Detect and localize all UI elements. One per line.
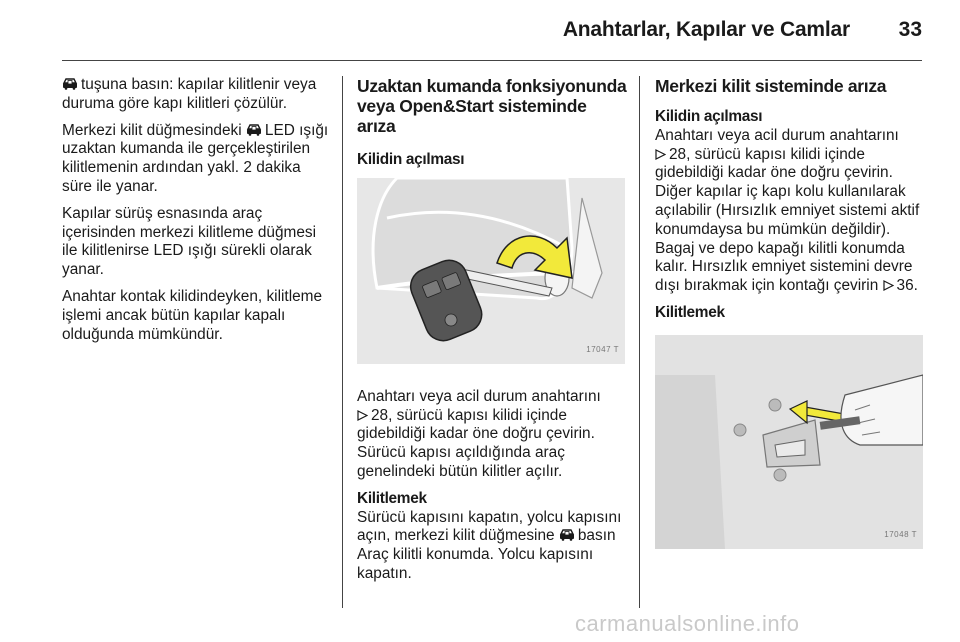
paragraph-unlock-text [655, 127, 927, 296]
column-1 [62, 76, 334, 352]
paragraph-unlock-text [357, 388, 629, 482]
triangle-arrow-icon [883, 280, 894, 291]
paragraph-text: 28, sürücü kapısı kilidi içinde gidebildiği kadar öne doğru çevirin. Diğer kapılar iç kapı kolu kullanılarak açılabilir (Hırsızlık emniyet sistemi aktif konumdaysa bu mümkün değildir). Bagaj ve depo kapağı kilitli konumda kalır. Hırsızlık emniyet sistemini devre dışı bırakmak için kontağı çevirin [655, 145, 920, 295]
watermark: carmanualsonline.info [575, 611, 800, 636]
paragraph-ignition: Anahtar kontak kilidindeyken, kilitleme işlemi ancak bütün kapılar kapalı olduğunda mümkündür. [62, 287, 323, 343]
page-header [0, 0, 960, 62]
subheading-lock: Kilitlemek [357, 489, 427, 507]
figure-key-in-door-lock [357, 178, 625, 364]
header-divider [62, 60, 922, 61]
paragraph-text: LED ışığı uzaktan kumanda ile gerçekleştirilen kilitlemenin ardından yakl. 2 dakika süre ile yanar. [62, 121, 329, 195]
paragraph-text: 28, sürücü kapısı kilidi içinde gidebildiği kadar öne doğru çevirin. Sürücü kapısı açıldığında araç genelindeki bütün kilitler açılır. [357, 406, 595, 480]
paragraph-text: Merkezi kilit düğmesindeki [62, 121, 242, 139]
section-heading-remote-fault: Uzaktan kumanda fonksiyonunda veya Open&Start sisteminde arıza [357, 76, 627, 136]
column-divider [342, 76, 343, 608]
subheading-unlock: Kilidin açılması [357, 151, 465, 168]
car-lock-icon [246, 123, 262, 136]
page-title: Anahtarlar, Kapılar ve Camlar [562, 18, 850, 41]
paragraph-text: 36. [896, 277, 918, 295]
car-lock-icon [559, 528, 575, 541]
paragraph-text: Anahtarı veya acil durum anahtarını [357, 387, 601, 405]
paragraph-driving: Kapılar sürüş esnasında araç içerisinden merkezi kilitleme düğmesi ile kilitlenirse LED ışığı sürekli olarak yanar. [62, 204, 317, 279]
paragraph-lock-text [357, 509, 629, 584]
paragraph-lock-button [62, 76, 334, 114]
paragraph-text: Anahtarı veya acil durum anahtarını [655, 126, 899, 144]
column-3 [655, 76, 927, 549]
key-turning-illustration [357, 178, 625, 364]
column-2 [357, 76, 629, 592]
figure-door-lock-screwdriver [655, 335, 923, 549]
paragraph-text: basın Araç kilitli konumda. Yolcu kapısını kapatın. [357, 527, 616, 582]
subheading-lock: Kilitlemek [655, 303, 725, 321]
figure-code: 17048 T [884, 529, 917, 539]
triangle-arrow-icon [357, 410, 368, 421]
paragraph-led [62, 122, 334, 197]
triangle-arrow-icon [655, 149, 666, 160]
paragraph-text: Sürücü kapısını kapatın, yolcu kapısını açın, merkezi kilit düğmesine [357, 508, 622, 545]
door-lock-illustration [655, 335, 923, 549]
paragraph-text: tuşuna basın: kapılar kilitlenir veya duruma göre kapı kilitleri çözülür. [62, 76, 317, 112]
subheading-unlock: Kilidin açılması [655, 108, 763, 125]
figure-code: 17047 T [586, 345, 619, 354]
section-heading-central-lock-fault: Merkezi kilit sisteminde arıza [655, 76, 887, 96]
column-divider [639, 76, 640, 608]
page-number: 33 [898, 18, 922, 41]
car-lock-icon [62, 77, 78, 90]
